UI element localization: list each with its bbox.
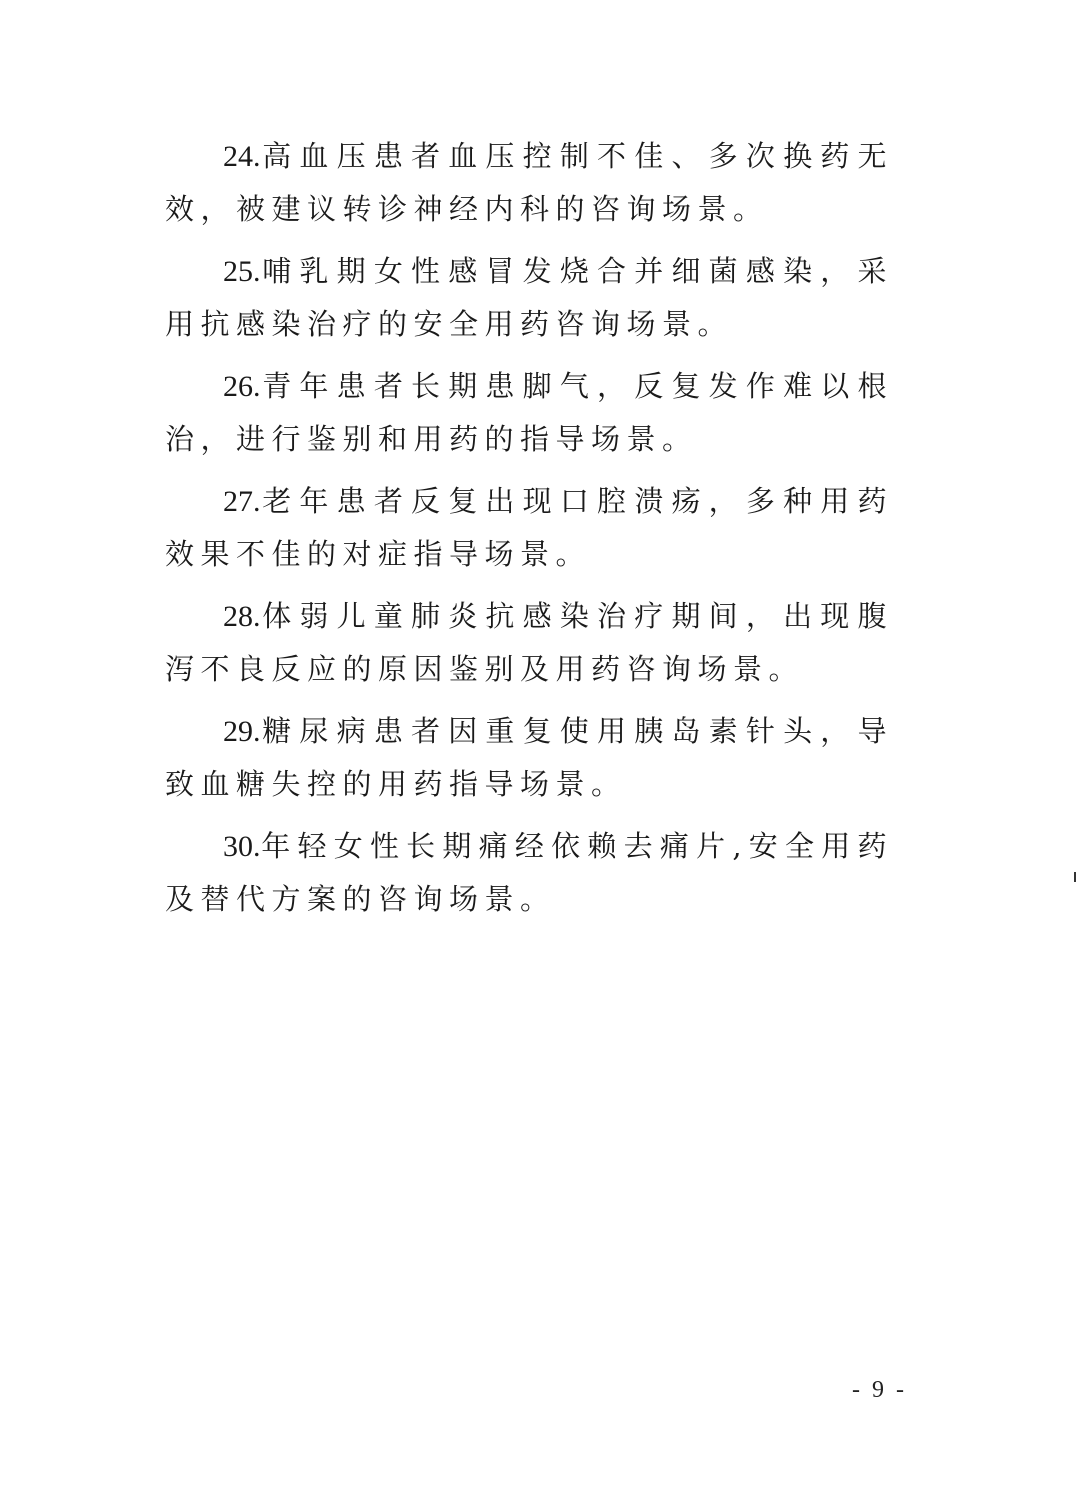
item-text: 高血压患者血压控制不佳、多次换药无效，被建议转诊神经内科的咨询场景。 [165, 139, 893, 226]
list-item-27 [165, 475, 893, 581]
item-text: 糖尿病患者因重复使用胰岛素针头，导致血糖失控的用药指导场景。 [165, 714, 893, 801]
document-body [165, 130, 893, 935]
list-item-25 [165, 245, 893, 351]
list-item-29 [165, 705, 893, 811]
item-number: 28. [223, 600, 261, 633]
item-text: 老年患者反复出现口腔溃疡，多种用药效果不佳的对症指导场景。 [165, 484, 893, 571]
item-number: 30. [223, 830, 261, 863]
list-item-28 [165, 590, 893, 696]
item-text: 哺乳期女性感冒发烧合并细菌感染，采用抗感染治疗的安全用药咨询场景。 [165, 254, 893, 341]
item-number: 27. [223, 485, 261, 518]
item-number: 25. [223, 255, 261, 288]
page-number: - 9 - [852, 1377, 907, 1403]
item-text: 年轻女性长期痛经依赖去痛片,安全用药及替代方案的咨询场景。 [165, 829, 893, 916]
item-number: 26. [223, 370, 261, 403]
item-number: 24. [223, 140, 261, 173]
scan-edge-mark [1074, 872, 1076, 882]
item-text: 体弱儿童肺炎抗感染治疗期间，出现腹泻不良反应的原因鉴别及用药咨询场景。 [165, 599, 893, 686]
item-number: 29. [223, 715, 261, 748]
list-item-26 [165, 360, 893, 466]
list-item-30 [165, 820, 893, 926]
list-item-24 [165, 130, 893, 236]
item-text: 青年患者长期患脚气，反复发作难以根治，进行鉴别和用药的指导场景。 [165, 369, 893, 456]
